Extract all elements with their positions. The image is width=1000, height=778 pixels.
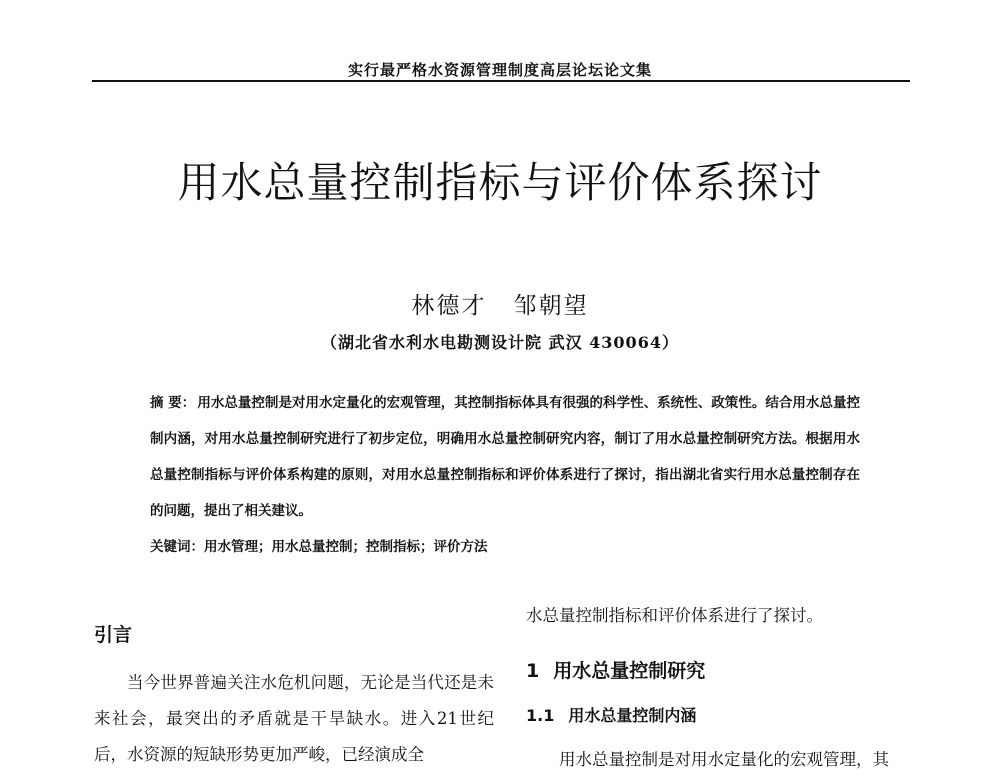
- paper-affiliation: （湖北省水利水电勘测设计院 武汉 430064）: [321, 333, 679, 352]
- abstract-text: 用水总量控制是对用水定量化的宏观管理，其控制指标体具有很强的科学性、系统性、政策性。结合用水总量控制内涵，对用水总量控制研究进行了初步定位，明确用水总量控制研究内容，制订了用水总量控制研究方法。根据用水总量控制指标与评价体系构建的原则，对用水总量控制指标和评价体系进行了探讨，指出湖北省实行用水总量控制存在的问题，提出了相关建议。: [150, 395, 861, 519]
- left-column: [94, 620, 494, 773]
- header-rule: [92, 80, 910, 82]
- continuation-text: 水总量控制指标和评价体系进行了探讨。: [526, 606, 823, 625]
- section-1-title: 用水总量控制研究: [553, 660, 706, 682]
- intro-paragraph: 当今世界普遍关注水危机问题，无论是当代还是未来社会，最突出的矛盾就是干旱缺水。进入21世纪后，水资源的短缺形势更加严峻，已经演成全: [94, 673, 494, 764]
- section-1-1-title: 用水总量控制内涵: [568, 706, 697, 725]
- section-1-1-number: 1.1: [526, 706, 555, 725]
- running-header: 实行最严格水资源管理制度高层论坛论文集: [347, 61, 652, 79]
- keywords-text: 用水管理；用水总量控制；控制指标；评价方法: [204, 539, 488, 555]
- section-1-number: 1: [526, 660, 540, 682]
- keywords: [150, 535, 860, 555]
- abstract-label: 摘 要：: [150, 395, 196, 411]
- section-1-heading: [526, 656, 916, 683]
- paper-authors: 林德才 邹朝望: [411, 293, 589, 319]
- paper-title: 用水总量控制指标与评价体系探讨: [177, 158, 823, 207]
- keywords-label: 关键词：: [150, 539, 204, 555]
- right-column: [526, 598, 916, 778]
- intro-heading: 引言: [94, 624, 133, 646]
- abstract: [150, 385, 860, 529]
- section-1-1-heading: [526, 703, 916, 726]
- section-1-1-paragraph: 用水总量控制是对用水定量化的宏观管理，其: [559, 750, 889, 769]
